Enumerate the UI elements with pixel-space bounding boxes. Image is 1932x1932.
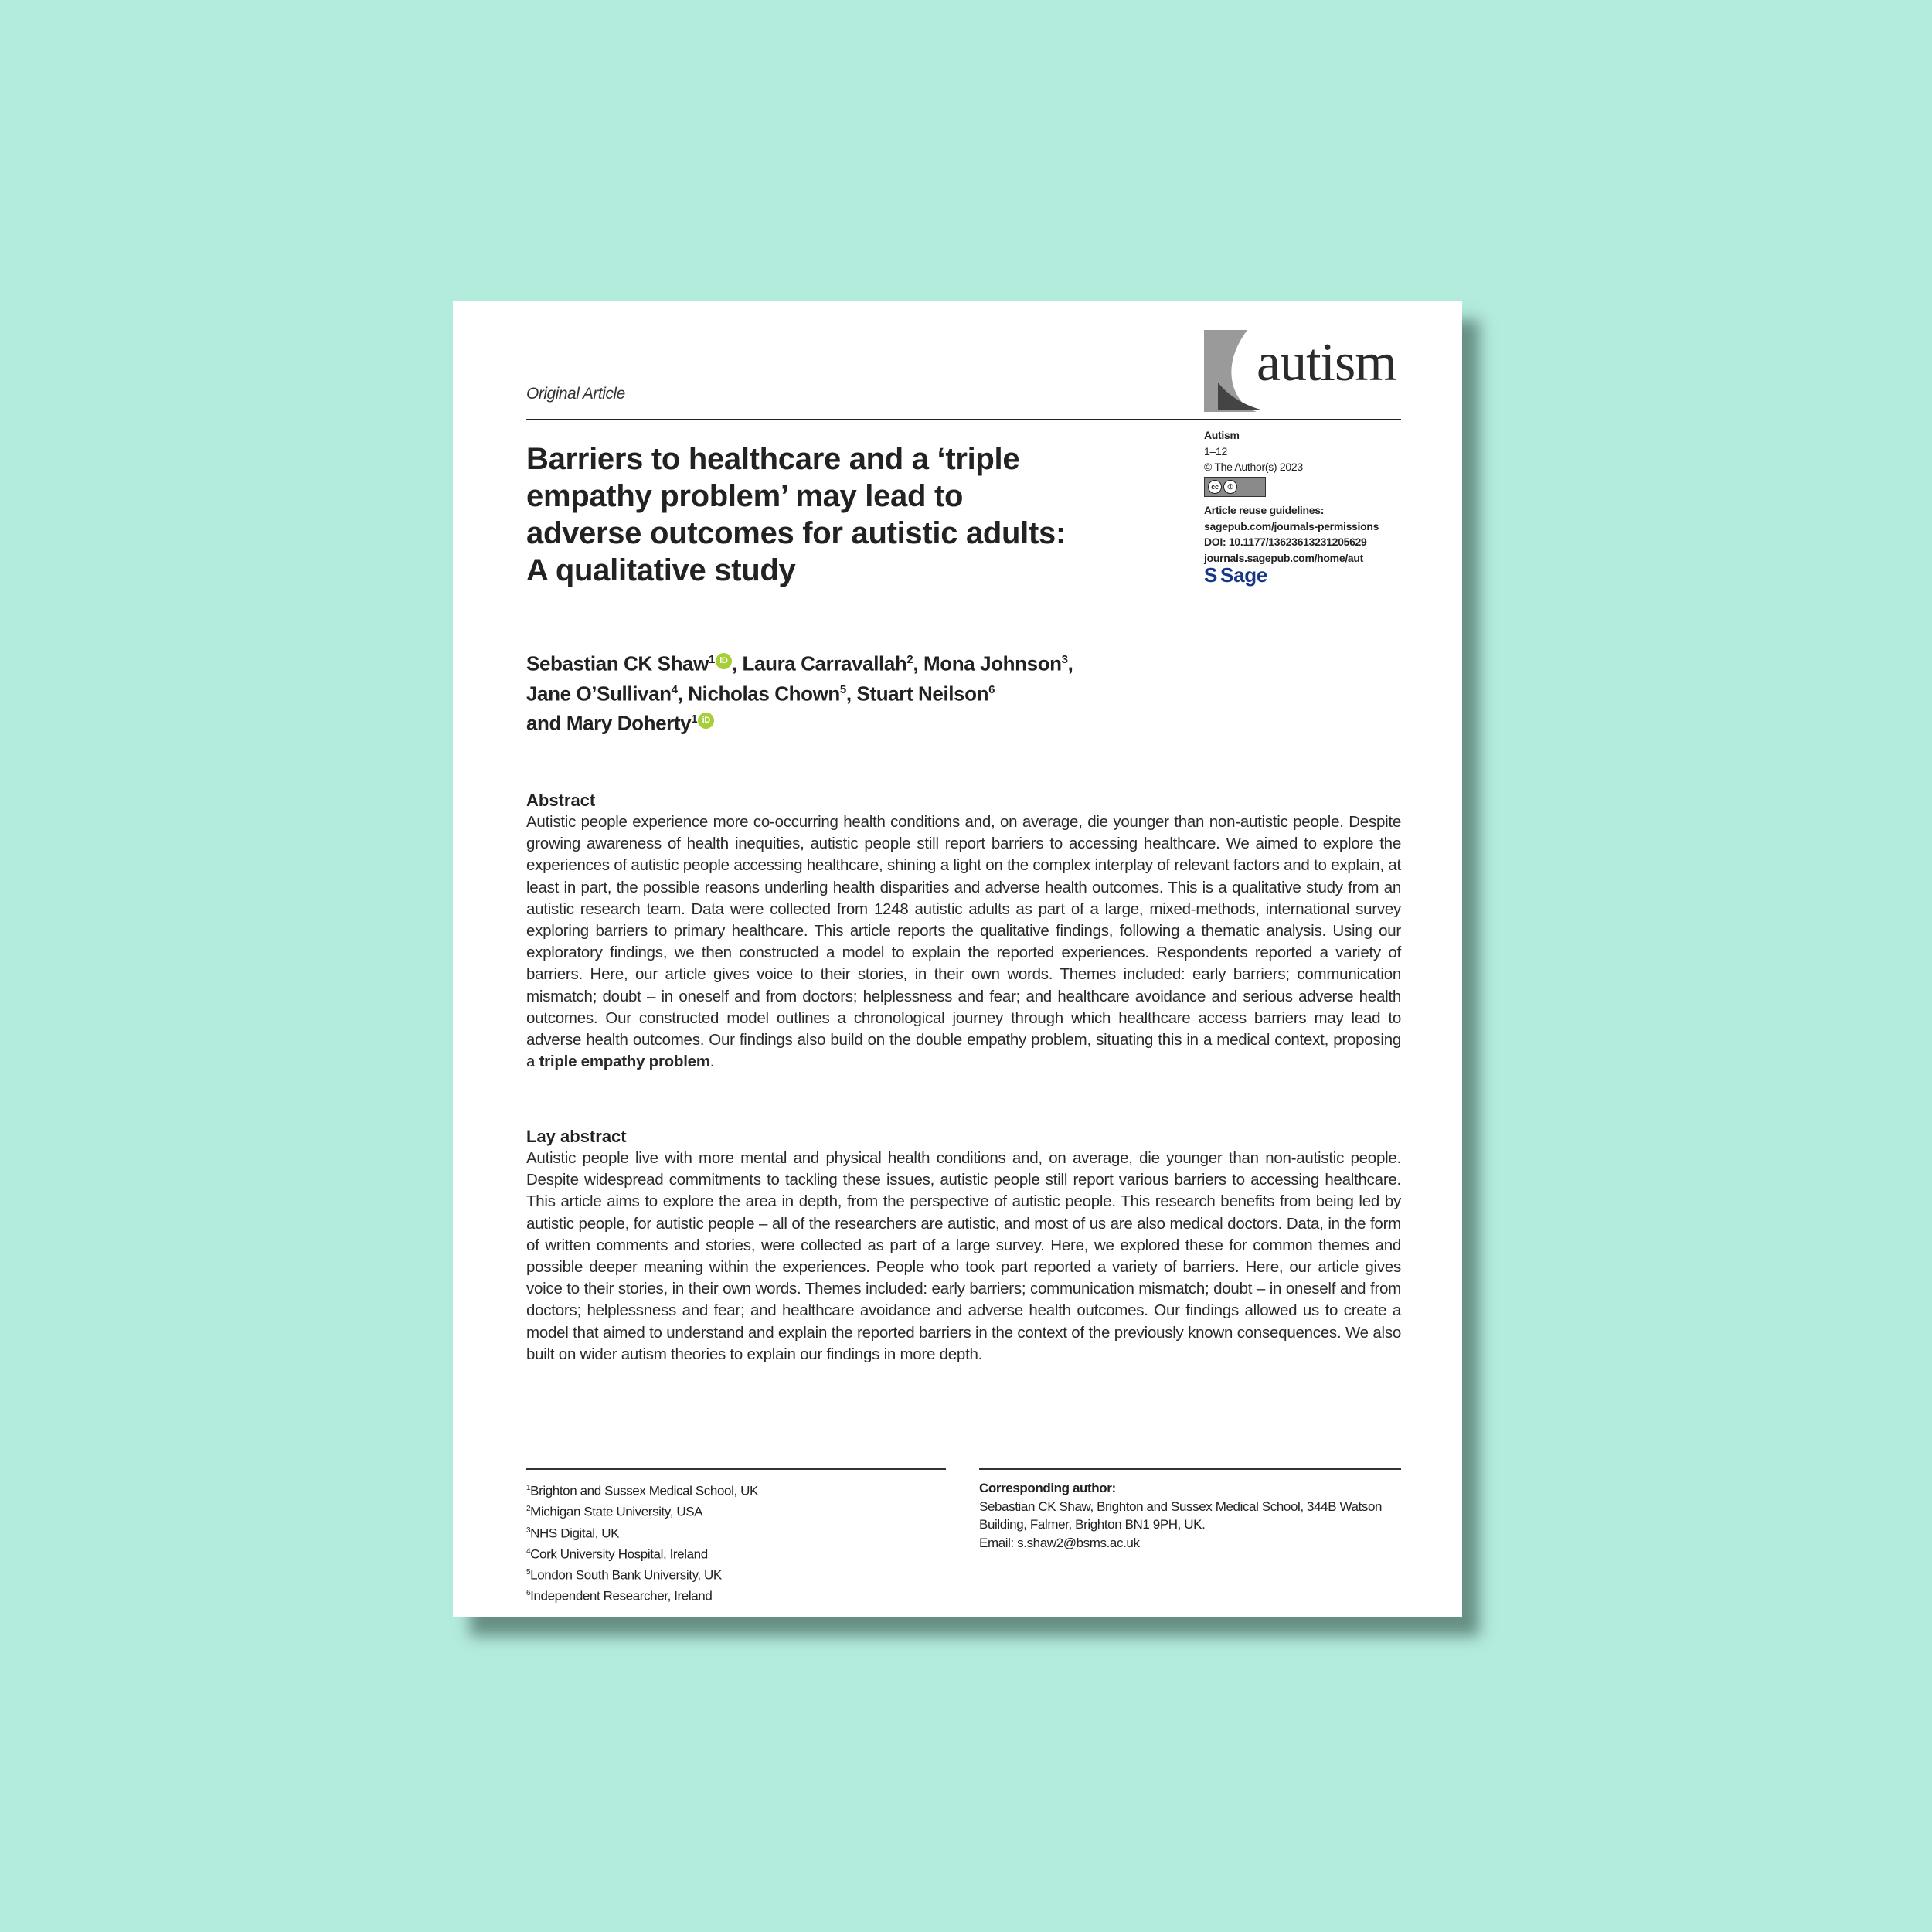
- author-affiliation-marker: 1: [691, 713, 698, 726]
- corresponding-author: [979, 1479, 1412, 1552]
- author-separator: ,: [1067, 651, 1073, 675]
- orcid-icon[interactable]: iD: [698, 713, 714, 729]
- meta-reuse-link[interactable]: sagepub.com/journals-permissions: [1204, 519, 1379, 532]
- footnote-rule-right: [979, 1468, 1401, 1470]
- meta-reuse-label: Article reuse guidelines:: [1204, 504, 1325, 516]
- abstract-heading: Abstract: [526, 791, 596, 810]
- cc-icon: cc: [1208, 480, 1222, 494]
- meta-pages: 1–12: [1204, 444, 1227, 457]
- lay-abstract-body: Autistic people live with more mental and physical health conditions and, on average, die younger than non-autistic people. Despite widespread commitments to tackling these issues, autistic people still report various barriers to accessing healthcare. This article aims to explore the area in depth, from the perspective of autistic people. This research benefits from being led by autistic people, for autistic people – all of the researchers are autistic, and most of us are also medical doctors. Data, in the form of written comments and stories, were collected as part of a large survey. Here, we explored these for common themes and possible deeper meaning within the experiences. People who took part reported a variety of barriers. Here, our article gives voice to their stories, in their own words. Themes included: early barriers; communication mismatch; doubt – in oneself and from doctors; helplessness and fear; and healthcare avoidance and adverse health outcomes. Our findings allowed us to create a model that aimed to understand and explain the reported barriers in the context of the previously known consequences. We also built on wider autism theories to explain our findings in more depth.: [526, 1149, 1401, 1363]
- orcid-icon[interactable]: iD: [716, 653, 732, 669]
- sage-logo-text: Sage: [1220, 563, 1267, 587]
- footnote-rule-left: [526, 1468, 946, 1470]
- article-title: Barriers to healthcare and a ‘triple empathy problem’ may lead to adverse outcomes for autistic adults: A qualitative study: [526, 442, 1066, 587]
- journal-logo-text: autism: [1257, 333, 1396, 393]
- affiliation-marker: 4: [526, 1546, 531, 1556]
- affiliations-list: [526, 1479, 959, 1606]
- header-rule: [526, 419, 1401, 420]
- author-separator: ,: [913, 651, 924, 675]
- affiliation-marker: 1: [526, 1484, 531, 1492]
- abstract-text: Autistic people experience more co-occurring health conditions and, on average, die younger than non-autistic people. Despite growing awareness of health inequities, autistic people still report barriers to accessing healthcare. We aimed to explore the experiences of autistic people accessing healthcare, shining a light on the complex interplay of relevant factors and to explain, at least in part, the possible reasons underling health disparities and adverse health outcomes. This is a qualitative study from an autistic research team. Data were collected from 1248 autistic adults as part of a large, mixed-methods, international survey exploring barriers to primary healthcare. This article reports the qualitative findings, following a thematic analysis. Using our exploratory findings, we then constructed a model to explain the reported experiences. Respondents reported a variety of barriers. Here, our article gives voice to their stories, in their own words. Themes included: early barriers; communication mismatch; doubt – in oneself and from doctors; helplessness and fear; and healthcare avoidance and serious adverse health outcomes. Our constructed model outlines a chronological journey through which healthcare access barriers may lead to adverse health outcomes. Our findings also build on the double empathy problem, situating this in a medical context, proposing a: [526, 813, 1401, 1071]
- article-type-label: Original Article: [526, 385, 625, 403]
- author-name: Nicholas Chown: [688, 682, 840, 706]
- affiliation-marker: 5: [526, 1568, 531, 1577]
- author-affiliation-marker: 5: [839, 682, 846, 696]
- meta-doi[interactable]: DOI: 10.1177/13623613231205629: [1204, 536, 1367, 548]
- abstract-emphasis: triple empathy problem: [539, 1053, 710, 1071]
- author-affiliation-marker: 1: [708, 653, 715, 666]
- affiliation-marker: 3: [526, 1526, 531, 1535]
- affiliation-item: [526, 1479, 959, 1500]
- abstract-end: .: [709, 1053, 715, 1071]
- affiliation-text: Michigan State University, USA: [530, 1504, 703, 1519]
- article-page: [453, 301, 1462, 1617]
- author-separator: ,: [845, 682, 857, 706]
- author-name: Sebastian CK Shaw: [526, 651, 709, 675]
- author-list: [526, 647, 1160, 736]
- meta-journal-link[interactable]: journals.sagepub.com/home/aut: [1204, 551, 1364, 564]
- author-name: Jane O’Sullivan: [526, 682, 672, 706]
- affiliation-text: London South Bank University, UK: [530, 1567, 722, 1583]
- corresponding-heading: Corresponding author:: [979, 1481, 1116, 1495]
- corresponding-email[interactable]: Email: s.shaw2@bsms.ac.uk: [979, 1535, 1140, 1550]
- corresponding-address: Sebastian CK Shaw, Brighton and Sussex Medical School, 344B Watson Building, Falmer, Brighton BN1 9PH, UK.: [979, 1498, 1383, 1532]
- affiliation-text: NHS Digital, UK: [530, 1526, 620, 1541]
- by-icon: ①: [1223, 480, 1237, 494]
- affiliation-item: [526, 1563, 959, 1584]
- author-separator: ,: [731, 651, 743, 675]
- journal-meta: [1204, 427, 1413, 587]
- affiliation-text: Brighton and Sussex Medical School, UK: [530, 1483, 758, 1498]
- affiliation-marker: 2: [526, 1505, 531, 1514]
- meta-copyright: © The Author(s) 2023: [1204, 461, 1303, 473]
- author-name: Mona Johnson: [923, 651, 1062, 675]
- lay-abstract-heading: Lay abstract: [526, 1127, 627, 1146]
- author-affiliation-marker: 4: [671, 682, 678, 696]
- author-name: Stuart Neilson: [856, 682, 989, 706]
- affiliation-item: [526, 1543, 959, 1563]
- author-affiliation-marker: 2: [906, 653, 913, 666]
- sage-s-icon: S: [1204, 563, 1218, 587]
- affiliation-marker: 6: [526, 1589, 531, 1598]
- author-affiliation-marker: 6: [988, 682, 995, 696]
- affiliation-item: [526, 1584, 959, 1605]
- abstract-body: [526, 811, 1401, 1073]
- affiliation-item: [526, 1500, 959, 1521]
- affiliation-item: [526, 1522, 959, 1543]
- author-name: and Mary Doherty: [526, 711, 692, 735]
- affiliation-text: Cork University Hospital, Ireland: [530, 1546, 708, 1562]
- author-name: Laura Carravallah: [742, 651, 907, 675]
- author-affiliation-marker: 3: [1061, 653, 1068, 666]
- meta-journal: Autism: [1204, 429, 1240, 441]
- sage-logo: [1204, 563, 1413, 587]
- author-separator: ,: [677, 682, 689, 706]
- affiliation-text: Independent Researcher, Ireland: [530, 1588, 713, 1604]
- cc-by-badge[interactable]: [1204, 477, 1266, 497]
